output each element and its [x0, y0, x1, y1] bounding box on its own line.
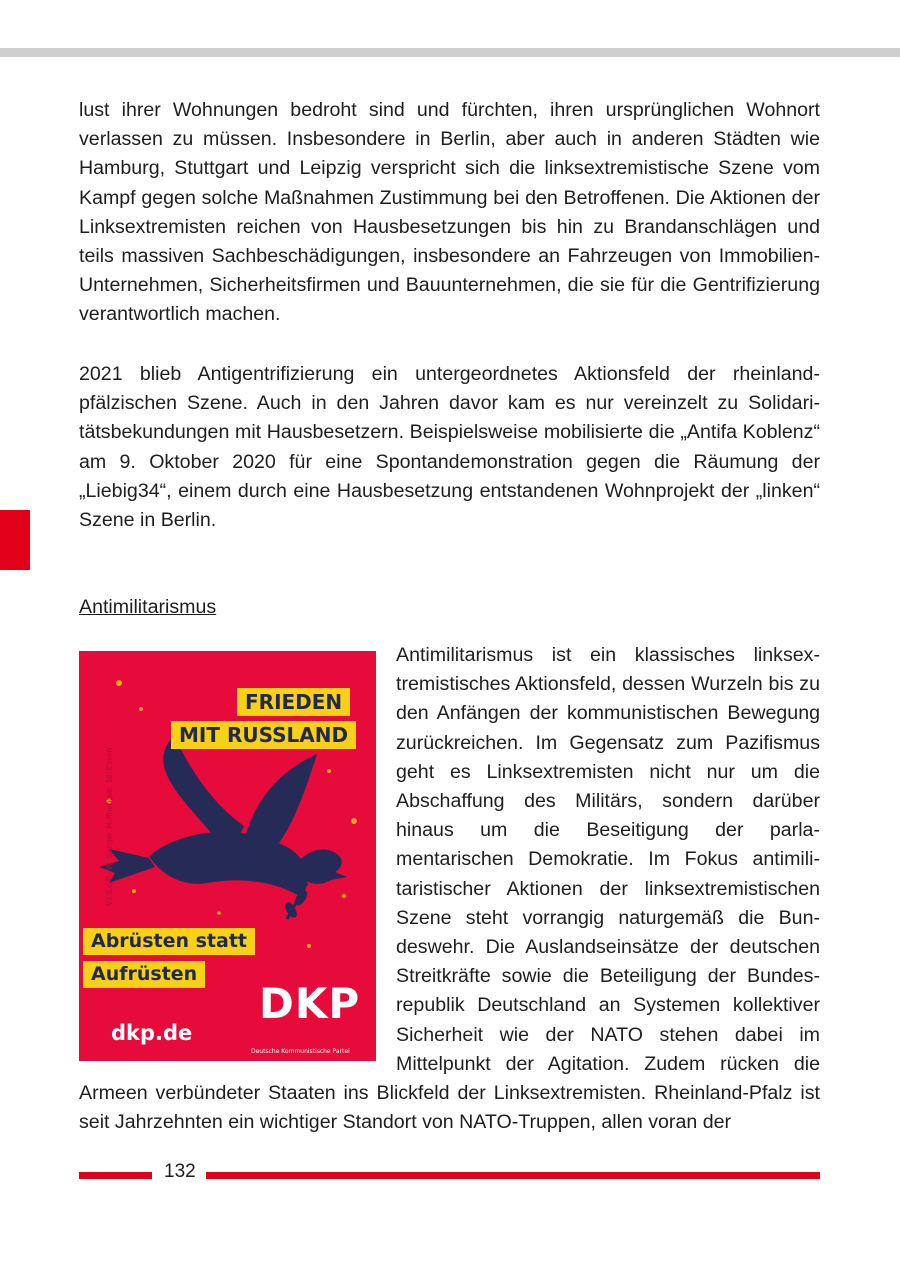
poster-website: dkp.de [111, 1021, 193, 1045]
slogan-aufruesten: Aufrüsten [83, 961, 205, 988]
paragraph-3: Antimilitarismus ist ein klassisches linksextremistisches Aktionsfeld, dessen Wurzeln bis zu den Anfängen der kommunistischen Bewegung zurückreichen. Im Gegensatz zum Pazifismus geht es Linksextremisten nicht nur um die Abschaffung des Militärs, sondern darüber hinaus um die Beseitigung der parlamentarischen Demokratie. Im Fokus antimilitaristischer Aktionen der linksextremistischen Szene steht vorrangig naturgemäß die Bundeswehr. Die Auslandseinsätze der deutschen Streitkräfte sowie die Beteiligung der Bundesrepublik Deutschland an Systemen kollektiver Sicherheit wie der NATO stehen dabei im Mittelpunkt der Agitation. Zudem rücken die Armeen verbündeter Staaten ins Blickfeld der Linksextremisten. Rheinland-Pfalz ist seit Jahrzehnten ein wichtiger Standort von NATO-Truppen, allen voran der [79, 644, 820, 1134]
paragraph-3-block [79, 641, 820, 1137]
slogan-frieden: FRIEDEN [237, 688, 350, 716]
section-heading: Antimilitarismus [79, 596, 217, 618]
poster-small-print: V.i.S.d.P.: W. Sanger, Hoffnungstr. 18, Essen [105, 747, 114, 906]
paragraph-2: 2021 blieb Antigentrifizierung ein untergeordnetes Aktionsfeld der rheinlandpfälzischen Szene. Auch in den Jahren davor kam es nur vereinzelt zu Solidaritätsbekundungen mit Hausbesetzern. Beispielsweise mobilisierte die „Antifa Koblenz“ am 9. Oktober 2020 für eine Spontandemonstration gegen die Räumung der „Liebig34“, einem durch eine Hausbesetzung entstandenen Wohnprojekt der „linken“ Szene in Berlin. [79, 363, 820, 532]
page-number: 132 [164, 1161, 196, 1182]
dkp-logo-subtitle: Deutsche Kommunistische Partei [251, 1048, 350, 1055]
slogan-abruesten: Abrüsten statt [83, 928, 255, 955]
slogan-mit-russland: MIT RUSSLAND [171, 721, 356, 749]
dove-icon [99, 736, 347, 897]
chapter-marker [0, 510, 30, 570]
footer-rule-right [206, 1172, 820, 1179]
dkp-logo: DKP [259, 979, 361, 1028]
paragraph-1: lust ihrer Wohnungen bedroht sind und fürchten, ihren ursprünglichen Wohnort verlassen zu müssen. Insbesondere in Berlin, aber auch in anderen Städten wie Hamburg, Stuttgart und Leipzig verspricht sich die linksextremistische Szene vom Kampf gegen solche Maßnahmen Zustimmung bei den Betroffenen. Die Aktionen der Linksextremisten reichen von Hausbesetzungen bis hin zu Brandanschlägen und teils massiven Sachbeschädigungen, insbesondere an Fahrzeugen von Immobilien-Unternehmen, Sicherheitsfirmen und Bauunternehmen, die sie für die Gentrifizierung verantwortlich machen. [79, 99, 820, 326]
dkp-poster-image [79, 651, 376, 1061]
footer-rule-left [79, 1172, 152, 1179]
top-rule [0, 48, 900, 57]
